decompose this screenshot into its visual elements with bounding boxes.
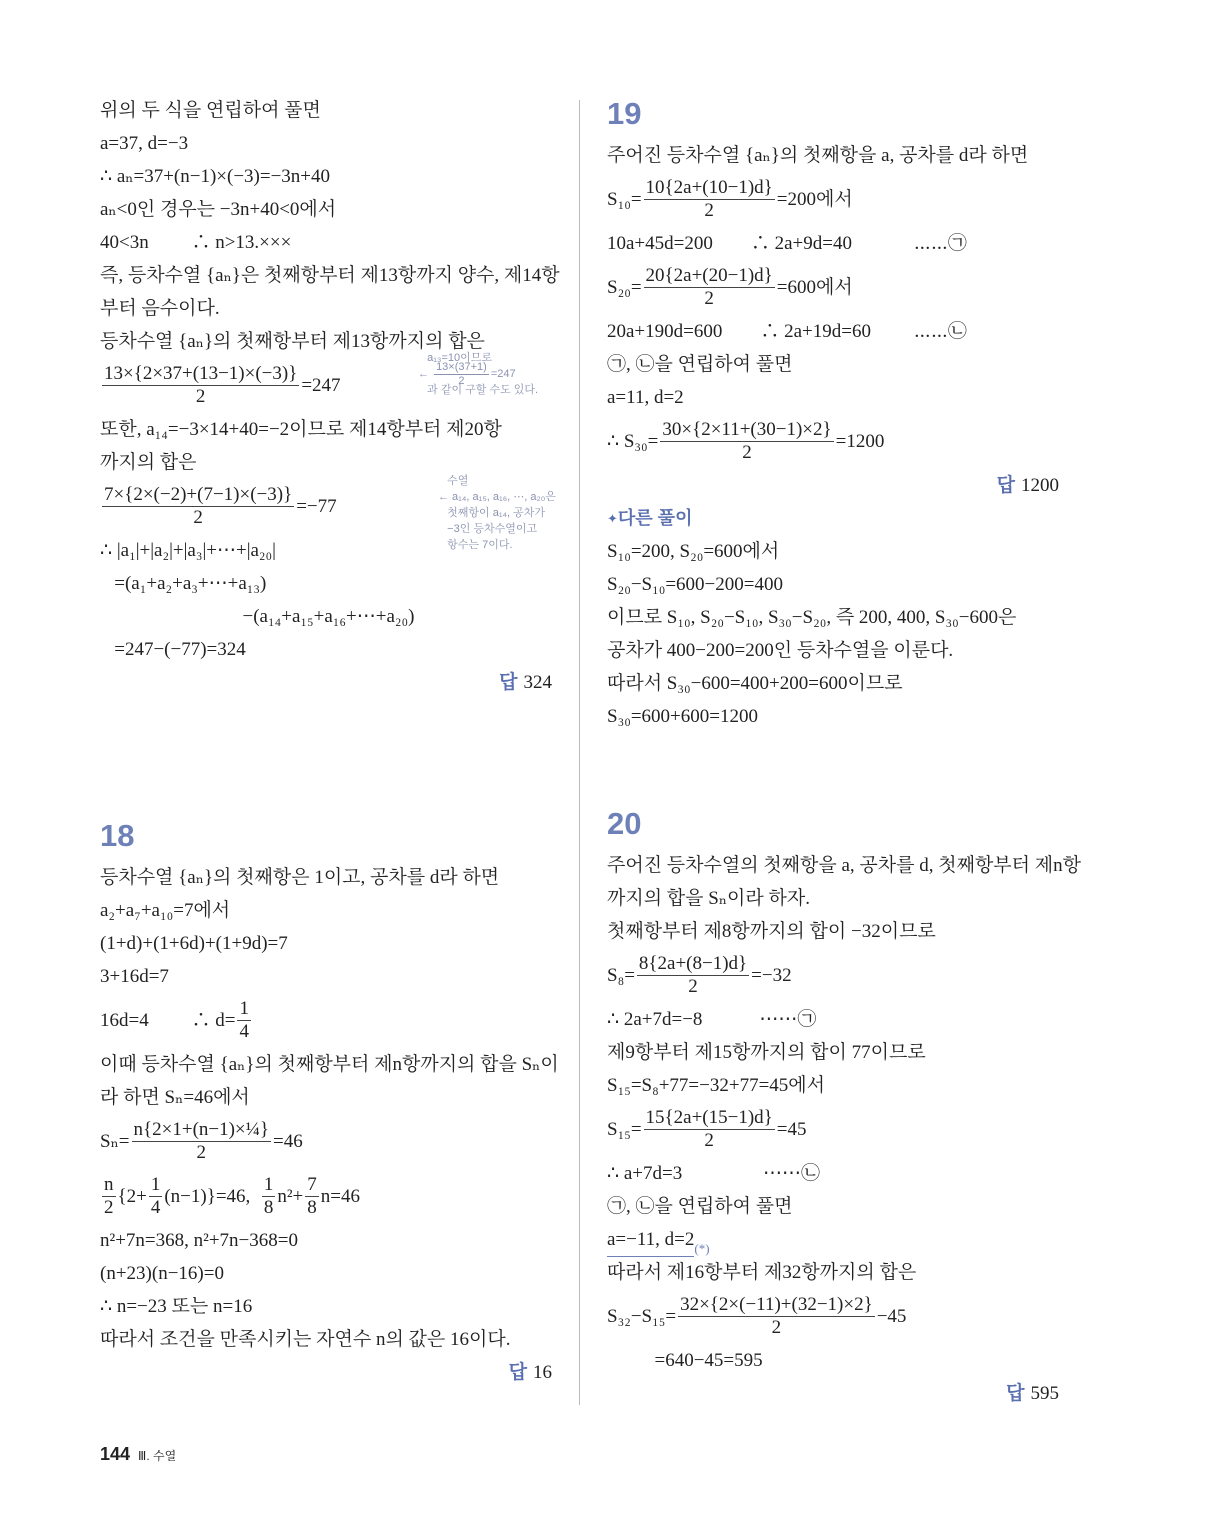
math-line	[607, 535, 1059, 568]
denominator: 2	[458, 374, 465, 387]
math-line	[100, 960, 552, 993]
text: 제9항부터 제15항까지의 합이 77이므로	[607, 1042, 926, 1063]
page-footer	[100, 1444, 176, 1466]
text: 이때 등차수열 {aₙ}의 첫째항부터 제n항까지의 합을 Sₙ이	[100, 1054, 559, 1075]
numerator: 7	[307, 1174, 317, 1195]
star-icon: ✦	[607, 511, 618, 526]
solution-20	[607, 804, 1081, 1410]
solution-lines	[100, 861, 559, 1356]
denominator: 2	[193, 507, 203, 528]
math-line	[607, 700, 1059, 733]
numerator: 10{2a+(10−1)d}	[645, 177, 773, 198]
math-line	[607, 948, 1059, 1003]
math-line	[100, 633, 552, 666]
numerator: 13×{2×37+(13−1)×(−3)}	[104, 363, 298, 384]
problem-number: 18	[100, 818, 135, 853]
text: 라 하면 Sₙ=46에서	[100, 1087, 250, 1108]
math-line	[100, 1048, 559, 1081]
text: aₙ<0인 경우는 −3n+40<0에서	[100, 199, 337, 220]
math-line	[100, 226, 552, 259]
math-line	[100, 259, 560, 292]
math-line	[100, 1257, 552, 1290]
math-line	[607, 1157, 1059, 1190]
text: =45	[776, 1119, 807, 1140]
denominator: 2	[771, 1317, 782, 1338]
text: 또한, a₁₄=−3×14+40=−2이므로 제14항부터 제20항	[100, 419, 502, 440]
text: 첫째항이 a₁₄, 공차가	[438, 507, 546, 519]
math-line	[607, 1102, 1059, 1157]
math-line	[607, 227, 1059, 260]
math-line	[607, 381, 1059, 414]
numerator: 7×{2×(−2)+(7−1)×(−3)}	[104, 484, 293, 505]
note-line	[438, 505, 556, 521]
text: {2+	[117, 1186, 147, 1207]
denominator: 2	[704, 1130, 714, 1151]
text: S₁₅=S₈+77=−32+77=45에서	[607, 1075, 826, 1096]
answer	[100, 666, 552, 699]
answer-label: 답	[1006, 1383, 1025, 1404]
text: S₂₀−S₁₀=600−200=400	[607, 574, 783, 595]
text: ㉠, ㉡을 연립하여 풀면	[607, 354, 793, 375]
numerator: 15{2a+(15−1)d}	[645, 1107, 773, 1128]
text: 수열	[438, 475, 469, 487]
text: 40<3n ∴ n>13.×××	[100, 232, 292, 253]
math-line	[100, 193, 552, 226]
fraction	[678, 1294, 875, 1339]
math-line	[607, 915, 1059, 948]
math-line	[100, 292, 552, 325]
math-line	[100, 94, 552, 127]
math-line	[100, 1169, 552, 1224]
fraction	[102, 363, 299, 408]
answer-label: 답	[996, 475, 1015, 496]
math-line	[100, 927, 552, 960]
math-line	[607, 568, 1059, 601]
denominator: 8	[307, 1197, 317, 1218]
math-line	[607, 634, 1059, 667]
text: n=46	[320, 1186, 360, 1207]
text: ∴ 2a+7d=−8 ⋯⋯㉠	[607, 1009, 817, 1030]
text: =247	[490, 368, 516, 380]
text: 주어진 등차수열의 첫째항을 a, 공차를 d, 첫째항부터 제n항	[607, 855, 1081, 876]
numerator: 20{2a+(20−1)d}	[645, 265, 773, 286]
alternative-solution-heading	[607, 502, 1059, 535]
column-divider	[579, 100, 580, 1405]
numerator: 1	[239, 998, 249, 1019]
answer	[607, 1377, 1059, 1410]
denominator: 2	[104, 1197, 114, 1218]
text: 위의 두 식을 연립하여 풀면	[100, 100, 321, 121]
math-line	[607, 1036, 1059, 1069]
answer-value: 324	[523, 672, 552, 693]
text: S₁₀=200, S₂₀=600에서	[607, 541, 780, 562]
math-line	[100, 861, 552, 894]
math-line	[100, 1114, 552, 1169]
text: ∴ n=−23 또는 n=16	[100, 1296, 253, 1317]
text: =−32	[751, 965, 792, 986]
math-line	[100, 993, 552, 1048]
alt-title: 다른 풀이	[617, 508, 693, 528]
answer	[607, 469, 1059, 502]
text: =200에서	[776, 189, 853, 210]
chapter-title: Ⅲ. 수열	[138, 1449, 177, 1463]
problem-number: 20	[607, 806, 642, 841]
text: −(a₁₄+a₁₅+a₁₆+⋯+a₂₀)	[100, 606, 415, 627]
text: a=−11, d=2	[607, 1228, 695, 1250]
math-line	[607, 1344, 1059, 1377]
text: 20a+190d=600 ∴ 2a+19d=60 ⋯⋯㉡	[607, 321, 967, 342]
text: 주어진 등차수열 {aₙ}의 첫째항을 a, 공차를 d라 하면	[607, 145, 1029, 166]
text: ∴ aₙ=37+(n−1)×(−3)=−3n+40	[100, 166, 331, 187]
text: (n+23)(n−16)=0	[100, 1263, 224, 1284]
solution-lines	[607, 849, 1081, 1377]
underlined-result	[607, 1223, 694, 1257]
numerator: 8{2a+(8−1)d}	[638, 953, 748, 974]
answer-value: 16	[533, 1362, 552, 1383]
asterisk-mark: (*)	[694, 1241, 710, 1256]
numerator: 32×{2×(−11)+(32−1)×2}	[680, 1294, 873, 1315]
answer-label: 답	[508, 1362, 527, 1383]
side-note	[418, 350, 538, 398]
text: (n−1)}=46,	[164, 1186, 260, 1207]
fraction	[644, 1107, 775, 1152]
solution-19	[607, 94, 1059, 733]
math-line	[100, 894, 552, 927]
math-line	[607, 1003, 1059, 1036]
answer-value: 1200	[1021, 475, 1059, 496]
left-top-solution	[100, 94, 560, 699]
numerator: n{2×1+(n−1)×¼}	[133, 1119, 270, 1140]
text: (1+d)+(1+6d)+(1+9d)=7	[100, 933, 288, 954]
problem-number: 19	[607, 96, 642, 131]
text: −3인 등차수열이고	[438, 523, 538, 535]
math-line	[607, 1069, 1059, 1102]
math-line	[607, 1190, 1059, 1223]
math-line	[607, 414, 1059, 469]
fraction	[262, 1174, 276, 1219]
text: 따라서 조건을 만족시키는 자연수 n의 값은 16이다.	[100, 1329, 511, 1350]
text: =247	[301, 375, 341, 396]
math-line	[100, 1224, 552, 1257]
answer-label: 답	[499, 672, 518, 693]
numerator: 1	[263, 1174, 274, 1195]
solution-lines	[607, 139, 1059, 469]
math-line	[100, 1323, 552, 1356]
numerator: n	[104, 1174, 114, 1195]
note-line	[438, 489, 556, 505]
note-line	[418, 382, 538, 398]
text: S₁₅=	[607, 1119, 642, 1140]
denominator: 4	[150, 1197, 161, 1218]
text: 까지의 합은	[100, 452, 197, 473]
text: a=11, d=2	[607, 387, 684, 408]
page-number: 144	[100, 1444, 131, 1464]
text: ∴ a+7d=3 ⋯⋯㉡	[607, 1163, 820, 1184]
fraction	[660, 419, 833, 464]
math-line	[607, 1223, 1059, 1256]
solution-18	[100, 816, 559, 1389]
text: S₁₀=	[607, 189, 642, 210]
text: =(a₁+a₂+a₃+⋯+a₁₃)	[100, 573, 267, 594]
text: 까지의 합을 Sₙ이라 하자.	[607, 888, 810, 909]
text: a=37, d=−3	[100, 133, 189, 154]
note-line	[418, 360, 538, 387]
text: n²+	[277, 1186, 304, 1207]
math-line	[100, 1290, 552, 1323]
answer	[100, 1356, 552, 1389]
denominator: 2	[196, 1142, 207, 1163]
text: =−77	[296, 496, 337, 517]
numerator: 1	[150, 1174, 161, 1195]
fraction	[637, 953, 749, 998]
text: S₃₂−S₁₅=	[607, 1306, 677, 1327]
text: =247−(−77)=324	[100, 639, 246, 660]
fraction	[305, 1174, 319, 1219]
text: Sₙ=	[100, 1131, 130, 1152]
text: S₂₀=	[607, 277, 642, 298]
numerator: 30×{2×11+(30−1)×2}	[662, 419, 832, 440]
math-line	[607, 882, 1059, 915]
math-line	[607, 1256, 1059, 1289]
fraction	[644, 265, 775, 310]
fraction	[644, 177, 775, 222]
math-line	[607, 139, 1059, 172]
text: 과 같이 구할 수도 있다.	[418, 384, 539, 396]
text: 항수는 7이다.	[438, 539, 513, 551]
math-line	[607, 601, 1059, 634]
math-line	[607, 172, 1059, 227]
text: ㉠, ㉡을 연립하여 풀면	[607, 1196, 793, 1217]
text: 3+16d=7	[100, 966, 169, 987]
math-line	[607, 849, 1081, 882]
math-line	[100, 567, 552, 600]
text: 등차수열 {aₙ}의 첫째항부터 제13항까지의 합은	[100, 331, 485, 352]
math-line	[100, 352, 552, 413]
math-line	[100, 127, 552, 160]
text: =640−45=595	[607, 1350, 763, 1371]
fraction	[149, 1174, 163, 1219]
fraction	[102, 1174, 116, 1219]
math-line	[607, 667, 1059, 700]
text: a₂+a₇+a₁₀=7에서	[100, 900, 231, 921]
text: 따라서 제16항부터 제32항까지의 합은	[607, 1262, 917, 1283]
denominator: 8	[263, 1197, 274, 1218]
fraction	[132, 1119, 272, 1164]
text: ←	[418, 368, 433, 380]
math-line	[607, 348, 1059, 381]
text: S₃₀=600+600=1200	[607, 706, 758, 727]
text: 이므로 S₁₀, S₂₀−S₁₀, S₃₀−S₂₀, 즉 200, 400, S₃₀−600은	[607, 607, 1017, 628]
math-line	[607, 315, 1059, 348]
text: 첫째항부터 제8항까지의 합이 −32이므로	[607, 921, 936, 942]
fraction	[237, 998, 251, 1043]
denominator: 2	[704, 200, 714, 221]
denominator: 2	[704, 288, 714, 309]
numerator: 13×(37+1)	[436, 360, 487, 373]
text: =1200	[835, 431, 885, 452]
text: ← a₁₄, a₁₅, a₁₆, ⋯, a₂₀은	[438, 491, 556, 503]
denominator: 2	[742, 442, 752, 463]
math-line	[100, 534, 552, 567]
answer-value: 595	[1030, 1383, 1059, 1404]
math-line	[100, 413, 552, 446]
text: 10a+45d=200 ∴ 2a+9d=40 ⋯⋯㉠	[607, 233, 967, 254]
solution-lines	[100, 94, 560, 666]
math-line	[607, 260, 1059, 315]
text: 따라서 S₃₀−600=400+200=600이므로	[607, 673, 903, 694]
text: 즉, 등차수열 {aₙ}은 첫째항부터 제13항까지 양수, 제14항	[100, 265, 560, 286]
denominator: 4	[239, 1021, 249, 1042]
text: =600에서	[776, 277, 853, 298]
denominator: 2	[688, 976, 698, 997]
math-line	[100, 600, 552, 633]
math-line	[100, 160, 552, 193]
text: n²+7n=368, n²+7n−368=0	[100, 1230, 298, 1251]
text: ∴ S₃₀=	[607, 431, 659, 452]
text: −45	[876, 1306, 907, 1327]
alternative-solution-lines	[607, 535, 1059, 733]
note-line	[438, 473, 556, 489]
text: S₈=	[607, 965, 635, 986]
fraction	[102, 484, 294, 529]
math-line	[100, 1081, 552, 1114]
math-line	[607, 1289, 1059, 1344]
text: 등차수열 {aₙ}의 첫째항은 1이고, 공차를 d라 하면	[100, 867, 500, 888]
denominator: 2	[195, 386, 206, 407]
text: 부터 음수이다.	[100, 298, 220, 319]
text: ∴ |a₁|+|a₂|+|a₃|+⋯+|a₂₀|	[100, 540, 276, 561]
text: =46	[273, 1131, 303, 1152]
text: 16d=4 ∴ d=	[100, 1010, 236, 1031]
text: 공차가 400−200=200인 등차수열을 이룬다.	[607, 640, 954, 661]
text: a₁₃=10이므로	[418, 352, 493, 364]
